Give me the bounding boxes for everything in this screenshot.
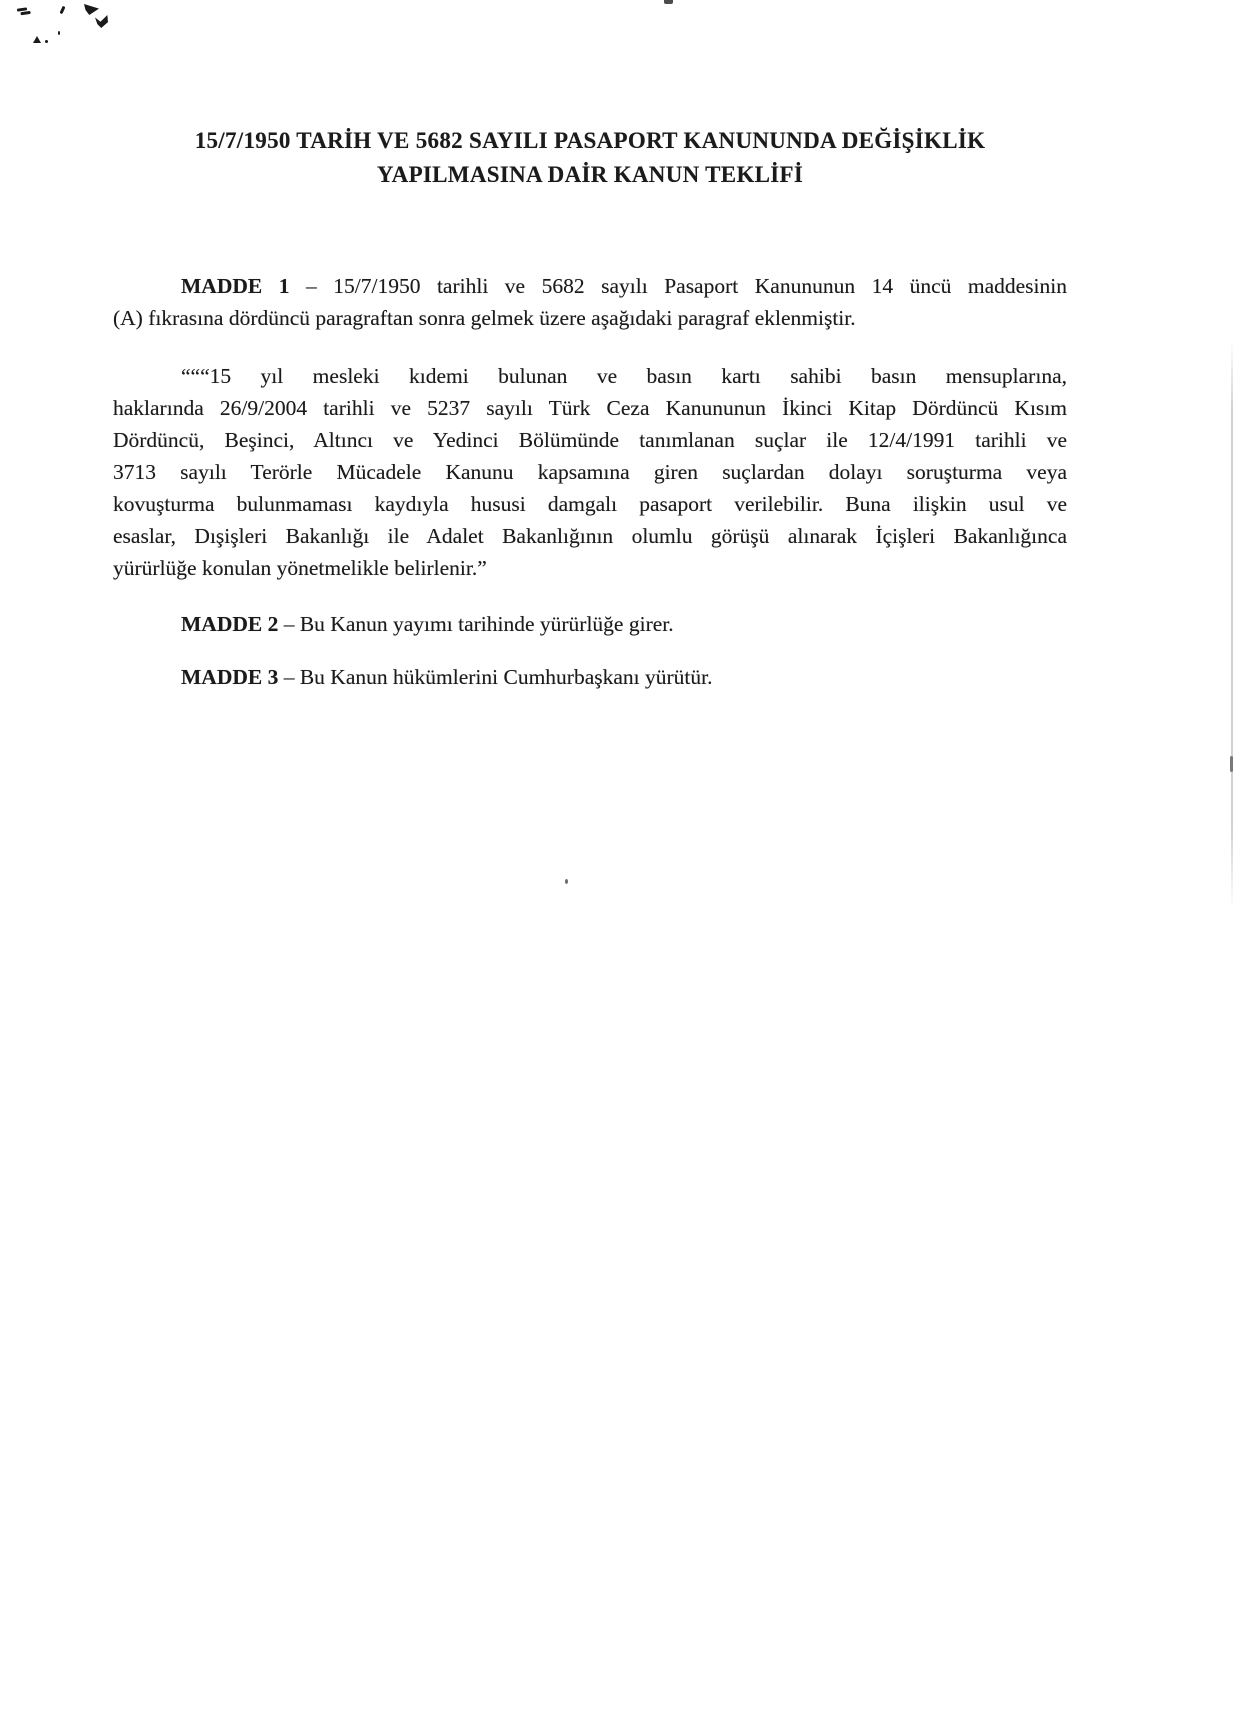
ink-mark xyxy=(95,15,108,28)
quote-line: esaslar, Dışişleri Bakanlığı ile Adalet Bakanlığının olumlu görüşü alınarak İçişleri Bakanlığınca xyxy=(113,524,1067,548)
document-title-line-2: YAPILMASINA DAİR KANUN TEKLİFİ xyxy=(376,162,804,187)
ink-mark xyxy=(45,40,48,43)
article-2-line xyxy=(113,608,1067,640)
article-2-text: – Bu Kanun yayımı tarihinde yürürlüğe girer. xyxy=(278,612,674,636)
document-title-line-1: 15/7/1950 TARİH VE 5682 SAYILI PASAPORT KANUNUNDA DEĞİŞİKLİK xyxy=(194,128,986,153)
article-2-label: MADDE 2 xyxy=(181,612,279,636)
quote-line: yürürlüğe konulan yönetmelikle belirlenir.” xyxy=(113,556,487,580)
quote-line: “““15 yıl mesleki kıdemi bulunan ve basın kartı sahibi basın mensuplarına, xyxy=(181,364,1067,388)
quote-line: kovuşturma bulunmaması kaydıyla hususi damgalı pasaport verilebilir. Buna ilişkin usul ve xyxy=(113,492,1067,516)
ink-mark xyxy=(17,7,27,11)
article-1-label: MADDE 1 xyxy=(181,274,290,298)
page-edge-line xyxy=(1231,340,1233,910)
quote-line: haklarında 26/9/2004 tarihli ve 5237 sayılı Türk Ceza Kanununun İkinci Kitap Dördüncü Kısım xyxy=(113,396,1067,420)
article-2-paragraph xyxy=(113,608,1067,640)
quote-line: 3713 sayılı Terörle Mücadele Kanunu kapsamına giren suçlardan dolayı soruşturma veya xyxy=(113,460,1067,484)
article-3-paragraph xyxy=(113,661,1067,693)
document-title xyxy=(113,124,1067,192)
scan-speck xyxy=(565,879,568,884)
article-3-label: MADDE 3 xyxy=(181,665,279,689)
article-3-line xyxy=(113,661,1067,693)
quoted-provision-paragraph xyxy=(113,360,1067,584)
document-content xyxy=(113,0,1067,693)
article-1-paragraph xyxy=(113,270,1067,334)
document-body xyxy=(113,270,1067,693)
ink-mark xyxy=(84,4,99,15)
article-1-text-1: – 15/7/1950 tarihli ve 5682 sayılı Pasaport Kanununun 14 üncü maddesinin xyxy=(289,274,1067,298)
ink-mark xyxy=(60,6,66,15)
quote-line: Dördüncü, Beşinci, Altıncı ve Yedinci Bölümünde tanımlanan suçlar ile 12/4/1991 tarihli ve xyxy=(113,428,1067,452)
article-1-line-1 xyxy=(113,270,1067,302)
page-edge-mark xyxy=(1230,756,1233,772)
ink-mark xyxy=(33,36,41,43)
article-1-line-2: (A) fıkrasına dördüncü paragraftan sonra gelmek üzere aşağıdaki paragraf eklenmiştir. xyxy=(113,306,856,330)
article-3-text: – Bu Kanun hükümlerini Cumhurbaşkanı yürütür. xyxy=(278,665,713,689)
ink-mark xyxy=(58,31,60,35)
